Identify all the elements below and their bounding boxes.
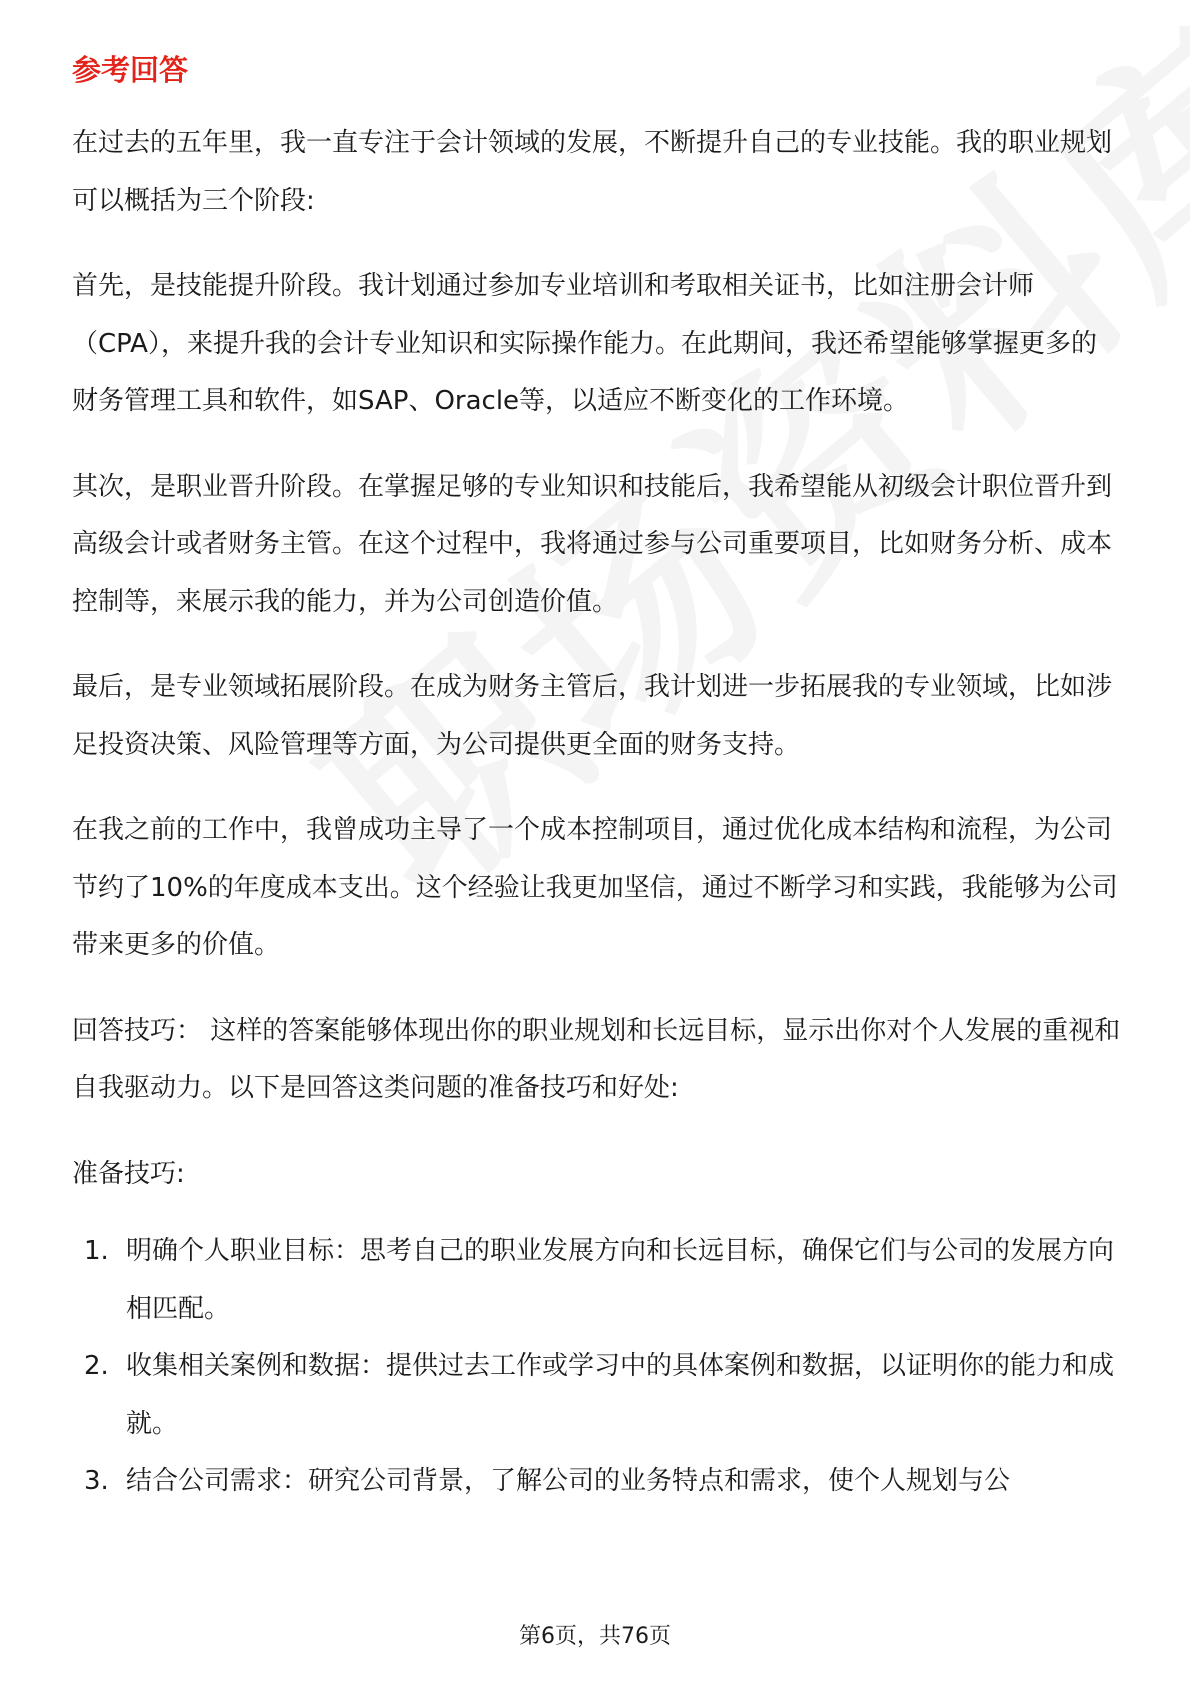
list-item-number: 1. (84, 1236, 109, 1266)
list-item-text: 收集相关案例和数据：提供过去工作或学习中的具体案例和数据，以证明你的能力和成就。 (126, 1351, 1115, 1439)
paragraph-stage-three: 最后，是专业领域拓展阶段。在成为财务主管后，我计划进一步拓展我的专业领域，比如涉足投资决策、风险管理等方面，为公司提供更全面的财务支持。 (72, 672, 1113, 760)
paragraph-stage-two: 其次，是职业晋升阶段。在掌握足够的专业知识和技能后，我希望能从初级会计职位晋升到高级会计或者财务主管。在这个过程中，我将通过参与公司重要项目，比如财务分析、成本控制等，来展示我的能力，并为公司创造价值。 (72, 471, 1113, 617)
paragraph-intro: 在过去的五年里，我一直专注于会计领域的发展，不断提升自己的专业技能。我的职业规划可以概括为三个阶段: (72, 128, 1113, 216)
paragraph-answer-tips: 回答技巧： 这样的答案能够体现出你的职业规划和长远目标，显示出你对个人发展的重视和自我驱动力。以下是回答这类问题的准备技巧和好处: (72, 1015, 1121, 1103)
list-item (72, 1338, 1122, 1453)
paragraph-prep-tips-label: 准备技巧: (72, 1158, 185, 1189)
list-item-text: 明确个人职业目标：思考自己的职业发展方向和长远目标，确保它们与公司的发展方向相匹配。 (126, 1236, 1115, 1324)
list-item (72, 1223, 1122, 1338)
paragraph-stage-one: 首先，是技能提升阶段。我计划通过参加专业培训和考取相关证书，比如注册会计师（CPA），来提升我的会计专业知识和实际操作能力。在此期间，我还希望能够掌握更多的财务管理工具和软件，如SAP、Oracle等，以适应不断变化的工作环境。 (72, 271, 1097, 416)
section-heading: 参考回答 (72, 53, 189, 87)
paragraph-experience: 在我之前的工作中，我曾成功主导了一个成本控制项目，通过优化成本结构和流程，为公司节约了10%的年度成本支出。这个经验让我更加坚信，通过不断学习和实践，我能够为公司带来更多的价值。 (72, 815, 1118, 960)
page-number: 第6页，共76页 (519, 1624, 671, 1649)
tips-list (72, 1223, 1122, 1511)
list-item-number: 2. (84, 1351, 109, 1381)
answer-body (72, 115, 1122, 1511)
list-item-text: 结合公司需求：研究公司背景，了解公司的业务特点和需求，使个人规划与公 (126, 1466, 1011, 1496)
list-item (72, 1453, 1122, 1511)
list-item-number: 3. (84, 1466, 109, 1496)
